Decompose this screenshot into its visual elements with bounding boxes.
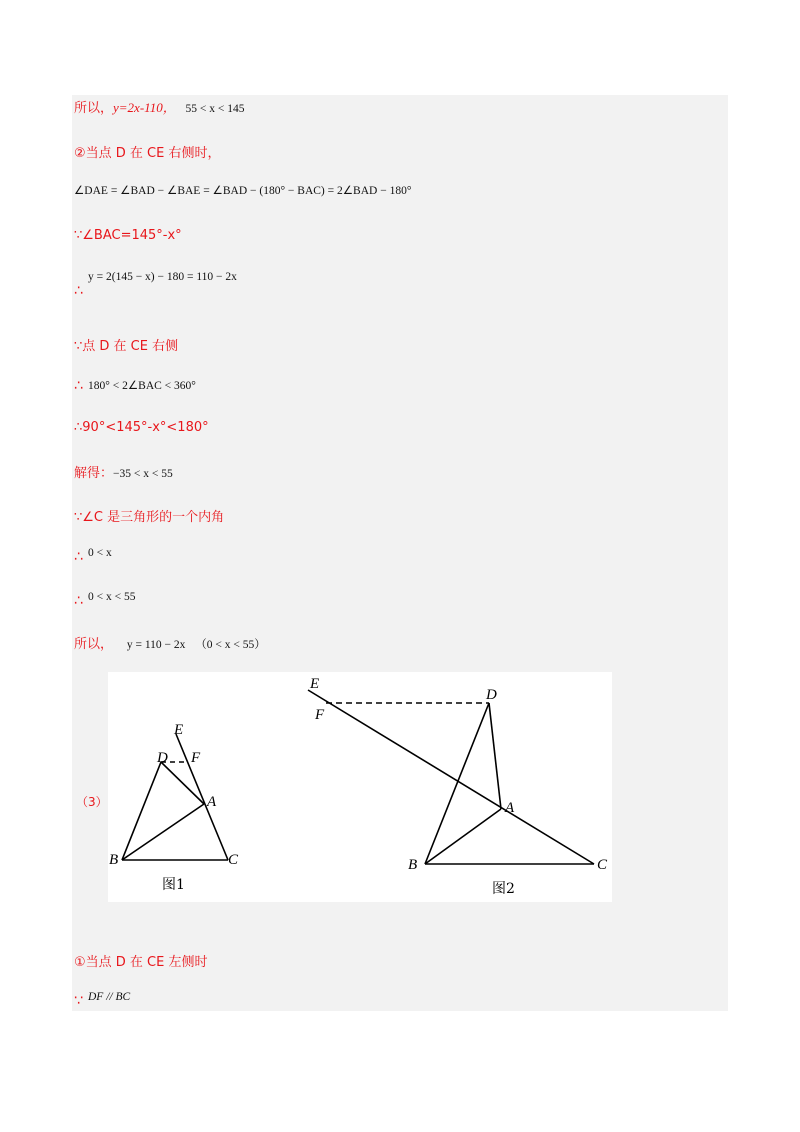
- therefore-symbol: ∴: [74, 283, 83, 299]
- part-3-label: （3）: [76, 795, 108, 809]
- fig1-caption: 图1: [162, 877, 185, 893]
- fig1-label-b: B: [109, 852, 119, 868]
- formula-y-2: y = 110 − 2x: [126, 639, 186, 651]
- figures-svg: [108, 672, 612, 902]
- fig2-label-a: A: [505, 800, 515, 816]
- fig2-label-f: F: [315, 707, 325, 723]
- y-equation: y = 2(145 − x) − 180 = 110 − 2x: [88, 271, 237, 283]
- because-c-interior: ∵∠C 是三角形的一个内角: [74, 510, 225, 525]
- fig2-caption: 图2: [492, 881, 515, 897]
- conclusion-prefix: 所以，: [74, 101, 114, 116]
- therefore-symbol: ∴: [74, 549, 83, 565]
- because-bac: ∵∠BAC=145°-x°: [74, 228, 182, 243]
- fig2-segment-da: [489, 703, 501, 809]
- fig2-label-c: C: [597, 857, 608, 873]
- fig2-label-d: D: [486, 687, 497, 703]
- figure-2: [308, 690, 594, 864]
- fig1-label-f: F: [191, 750, 201, 766]
- geometry-figures: [108, 672, 612, 902]
- angle-dae-equation: ∠DAE = ∠BAD − ∠BAE = ∠BAD − (180° − BAC) = 2∠BAD − 180°: [74, 185, 412, 197]
- line-conclusion-2: [74, 633, 266, 652]
- range-1: 55 < x < 145: [185, 103, 245, 115]
- fig1-label-d: D: [157, 750, 168, 766]
- because-symbol: ∵: [74, 993, 83, 1009]
- fig1-segment-ba: [122, 804, 204, 860]
- fig1-segment-bd: [122, 762, 161, 860]
- fig2-label-b: B: [408, 857, 418, 873]
- solve-range: −35 < x < 55: [113, 468, 173, 480]
- fig1-segment-da: [161, 762, 204, 804]
- df-parallel-bc: DF // BC: [88, 991, 131, 1003]
- case-1-heading: ①当点 D 在 CE 左侧时: [74, 955, 208, 970]
- conclusion-prefix: 所以，: [74, 637, 114, 652]
- angle-range: 180° < 2∠BAC < 360°: [88, 380, 196, 392]
- therefore-symbol: ∴: [74, 593, 83, 609]
- line-conclusion-1: [74, 97, 245, 116]
- range-2: （0 < x < 55）: [195, 639, 266, 651]
- fig2-segment-bd: [425, 703, 489, 864]
- degree-range: ∴90°<145°-x°<180°: [74, 420, 209, 435]
- fig1-label-e: E: [174, 722, 184, 738]
- case-2-heading: ②当点 D 在 CE 右侧时，: [74, 146, 221, 161]
- therefore-symbol: ∴: [74, 378, 83, 394]
- fig1-label-c: C: [228, 852, 239, 868]
- x-positive: 0 < x: [88, 547, 112, 559]
- solve-line: [74, 462, 173, 481]
- solve-prefix: 解得：: [74, 466, 114, 481]
- fig1-segment-ec: [176, 734, 228, 860]
- because-d-right: ∵点 D 在 CE 右侧: [74, 339, 179, 354]
- fig2-label-e: E: [310, 676, 320, 692]
- fig2-segment-ec: [308, 690, 594, 864]
- formula-y: y=2x-110，: [113, 100, 176, 115]
- fig1-label-a: A: [207, 794, 217, 810]
- x-range: 0 < x < 55: [88, 591, 136, 603]
